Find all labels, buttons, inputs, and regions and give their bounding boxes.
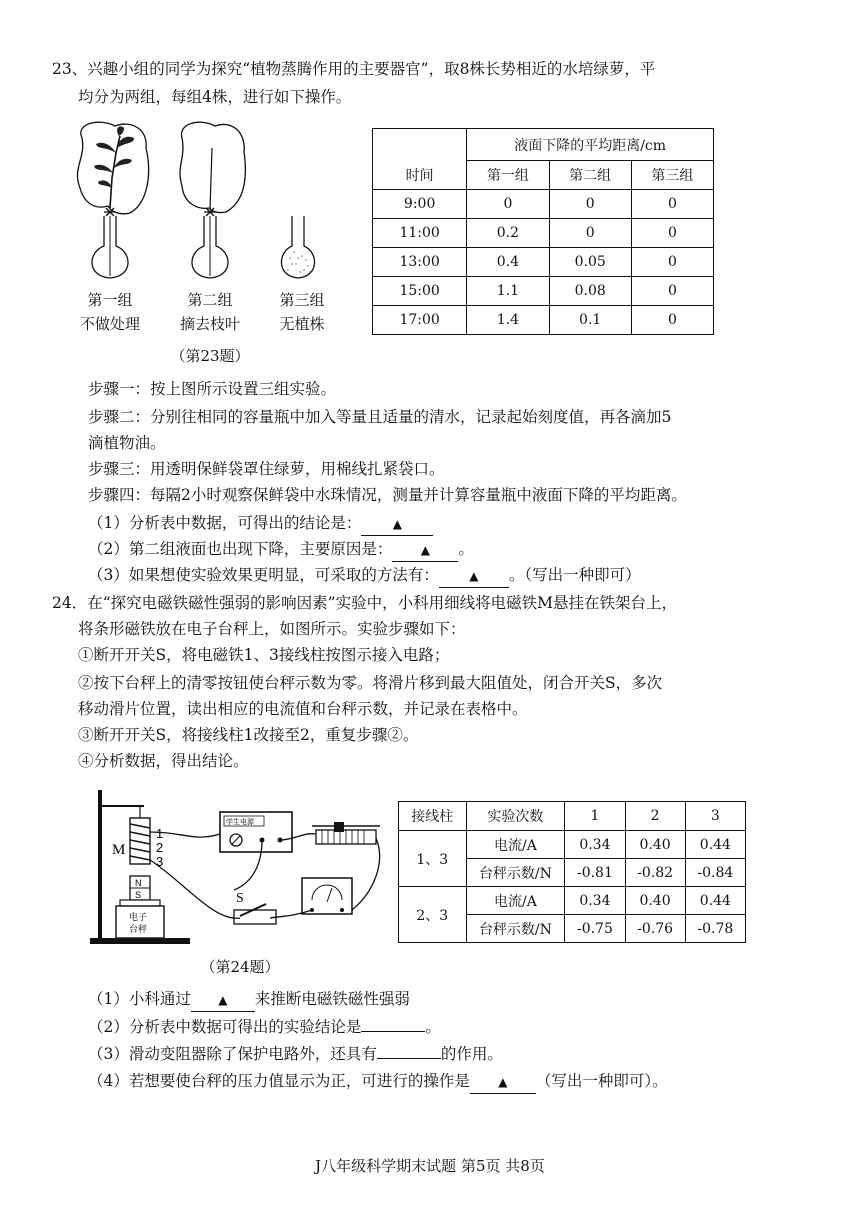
table-row	[373, 248, 714, 277]
table-header-g1: 第一组	[467, 161, 549, 190]
table-cell: 0.34	[565, 887, 625, 915]
table-header-g3: 第三组	[631, 161, 713, 190]
table-cell: 1.1	[467, 277, 549, 306]
table-cell: 0	[549, 190, 631, 219]
q24-sub1-end: 来推断电磁铁磁性强弱	[254, 990, 410, 1008]
table-row	[373, 190, 714, 219]
table-cell: 0	[631, 248, 713, 277]
q24-sub4-end: （写出一种即可）。	[535, 1072, 668, 1090]
q24-data-table	[398, 801, 746, 943]
table-cell: -0.82	[625, 859, 685, 887]
table-header-g2: 第二组	[549, 161, 631, 190]
triangle-icon: ▲	[218, 993, 228, 1007]
group1-name: 第一组	[87, 291, 133, 309]
answer-blank[interactable]	[470, 1070, 536, 1094]
page-footer: J八年级科学期末试题 第5页 共8页	[315, 1157, 545, 1175]
q23-sub3-end: 。（写出一种即可）	[508, 566, 641, 584]
table-cell: 0.44	[685, 831, 745, 859]
q23-step4: 步骤四：每隔2小时观察保鲜袋中水珠情况，测量并计算容量瓶中液面下降的平均距离。	[88, 486, 687, 504]
q24-sub2	[88, 1016, 441, 1038]
q23-sub1	[88, 512, 433, 536]
table-cell: 9:00	[373, 190, 467, 219]
table-cell: -0.81	[565, 859, 625, 887]
terminal-2: 2	[156, 840, 164, 855]
scale-label-1: 电子	[129, 912, 148, 922]
table-cell: 1.4	[467, 306, 549, 335]
q24-sub1	[88, 988, 410, 1012]
table-cell: 11:00	[373, 219, 467, 248]
table-header-2: 2	[625, 802, 685, 831]
label-m: M	[112, 842, 126, 858]
answer-blank[interactable]	[361, 1031, 425, 1032]
label-switch: S	[236, 891, 244, 906]
q23-sub2	[88, 538, 474, 562]
answer-blank[interactable]	[361, 512, 433, 536]
answer-blank[interactable]	[439, 564, 509, 588]
table-cell: 电流/A	[466, 887, 565, 915]
q23-figure-caption: （第23题）	[170, 347, 250, 365]
table-row	[373, 277, 714, 306]
table-cell: 0.40	[625, 831, 685, 859]
label-s-pole: S	[135, 890, 142, 900]
q24-sub4-text: （4）若想要使台秤的压力值显示为正，可进行的操作是	[88, 1072, 470, 1090]
group1-desc: 不做处理	[79, 315, 140, 333]
terminal-cell: 2、3	[399, 887, 467, 943]
table-cell: 0	[467, 190, 549, 219]
table-header-terminal: 接线柱	[399, 802, 467, 831]
q24-intro-line1: 24．在“探究电磁铁磁性强弱的影响因素”实验中，小科用细线将电磁铁M悬挂在铁架台上，	[52, 594, 677, 612]
table-top-header: 液面下降的平均距离/cm	[467, 129, 714, 161]
table-cell: 0	[631, 277, 713, 306]
q24-figure-caption: （第24题）	[200, 958, 280, 976]
q23-step1: 步骤一：按上图所示设置三组实验。	[88, 380, 337, 398]
q23-sub1-text: （1）分析表中数据，可得出的结论是：	[88, 514, 362, 532]
q24-sub4	[88, 1070, 668, 1094]
table-cell: -0.76	[625, 915, 685, 943]
table-cell: 0.44	[685, 887, 745, 915]
q24-sub2-end: 。	[425, 1018, 441, 1036]
q24-step1: ①断开开关S，将电磁铁1、3接线柱按图示接入电路；	[78, 646, 450, 664]
answer-blank[interactable]	[377, 1058, 441, 1059]
terminal-1: 1	[156, 826, 164, 841]
label-n-pole: N	[135, 878, 142, 888]
q24-sub3	[88, 1043, 503, 1065]
table-cell: 0.08	[549, 277, 631, 306]
terminal-3: 3	[156, 854, 164, 869]
table-row	[399, 887, 746, 915]
q23-sub2-end: 。	[458, 540, 474, 558]
table-cell: 台秤示数/N	[466, 859, 565, 887]
table-cell: 0.2	[467, 219, 549, 248]
answer-blank[interactable]	[191, 988, 255, 1012]
table-cell: 0.05	[549, 248, 631, 277]
q23-step2b: 滴植物油。	[88, 434, 166, 452]
table-cell: -0.78	[685, 915, 745, 943]
q24-sub3-end: 的作用。	[440, 1045, 503, 1063]
group2-name: 第二组	[187, 291, 233, 309]
q24-step4: ④分析数据，得出结论。	[78, 752, 249, 770]
table-cell: 0.1	[549, 306, 631, 335]
q24-sub1-text: （1）小科通过	[88, 990, 191, 1008]
group2-desc: 摘去枝叶	[179, 315, 240, 333]
table-cell: 台秤示数/N	[466, 915, 565, 943]
q23-group3-label	[262, 288, 342, 336]
q23-intro-line2: 均分为两组，每组4株，进行如下操作。	[78, 88, 352, 106]
table-row	[373, 219, 714, 248]
table-cell: -0.84	[685, 859, 745, 887]
q23-plant-figure	[60, 118, 350, 293]
q23-data-table-grid	[372, 128, 714, 335]
q23-group2-label	[170, 288, 250, 336]
table-cell: 0	[631, 190, 713, 219]
table-row	[373, 306, 714, 335]
q24-intro-line2: 将条形磁铁放在电子台秤上，如图所示。实验步骤如下：	[78, 620, 466, 638]
group3-name: 第三组	[279, 291, 325, 309]
q24-step2a: ②按下台秤上的清零按钮使台秤示数为零。将滑片移到最大阻值处，闭合开关S，多次	[78, 674, 663, 692]
table-row	[399, 831, 746, 859]
table-cell: 13:00	[373, 248, 467, 277]
q24-step2b: 移动滑片位置，读出相应的电流值和台秤示数，并记录在表格中。	[78, 700, 528, 718]
table-header-3: 3	[685, 802, 745, 831]
table-cell: 17:00	[373, 306, 467, 335]
triangle-icon: ▲	[498, 1075, 508, 1089]
power-label: 学生电源	[226, 819, 254, 826]
triangle-icon: ▲	[420, 543, 430, 557]
q24-sub3-text: （3）滑动变阻器除了保护电路外，还具有	[88, 1045, 377, 1063]
q23-step3: 步骤三：用透明保鲜袋罩住绿萝，用棉线扎紧袋口。	[88, 460, 445, 478]
group3-desc: 无植株	[279, 315, 325, 333]
table-cell: 0	[631, 306, 713, 335]
table-cell: -0.75	[565, 915, 625, 943]
q24-circuit-figure	[84, 782, 392, 947]
table-header-time: 时间	[373, 161, 467, 190]
q24-step3: ③断开开关S，将接线柱1改接至2，重复步骤②。	[78, 726, 419, 744]
table-cell: 15:00	[373, 277, 467, 306]
q24-sub2-text: （2）分析表中数据可得出的实验结论是	[88, 1018, 362, 1036]
table-header-1: 1	[565, 802, 625, 831]
triangle-icon: ▲	[469, 569, 479, 583]
q23-sub3	[88, 564, 641, 588]
scale-label-2: 台秤	[129, 924, 148, 934]
table-cell: 0	[549, 219, 631, 248]
table-header-trial: 实验次数	[466, 802, 565, 831]
q23-step2a: 步骤二：分别往相同的容量瓶中加入等量且适量的清水，记录起始刻度值，再各滴加5	[88, 408, 672, 426]
q23-sub3-text: （3）如果想使实验效果更明显，可采取的方法有：	[88, 566, 439, 584]
q23-sub2-text: （2）第二组液面也出现下降，主要原因是：	[88, 540, 393, 558]
answer-blank[interactable]	[392, 538, 458, 562]
table-cell: 0.40	[625, 887, 685, 915]
terminal-cell: 1、3	[399, 831, 467, 887]
table-cell: 0.4	[467, 248, 549, 277]
q23-intro-line1: 23、兴趣小组的同学为探究“植物蒸腾作用的主要器官”，取8株长势相近的水培绿萝，平	[52, 60, 656, 78]
table-cell: 0.34	[565, 831, 625, 859]
table-cell: 电流/A	[466, 831, 565, 859]
table-cell: 0	[631, 219, 713, 248]
q23-group1-label	[70, 288, 150, 336]
table-corner-cell	[373, 129, 467, 161]
triangle-icon: ▲	[392, 517, 402, 531]
